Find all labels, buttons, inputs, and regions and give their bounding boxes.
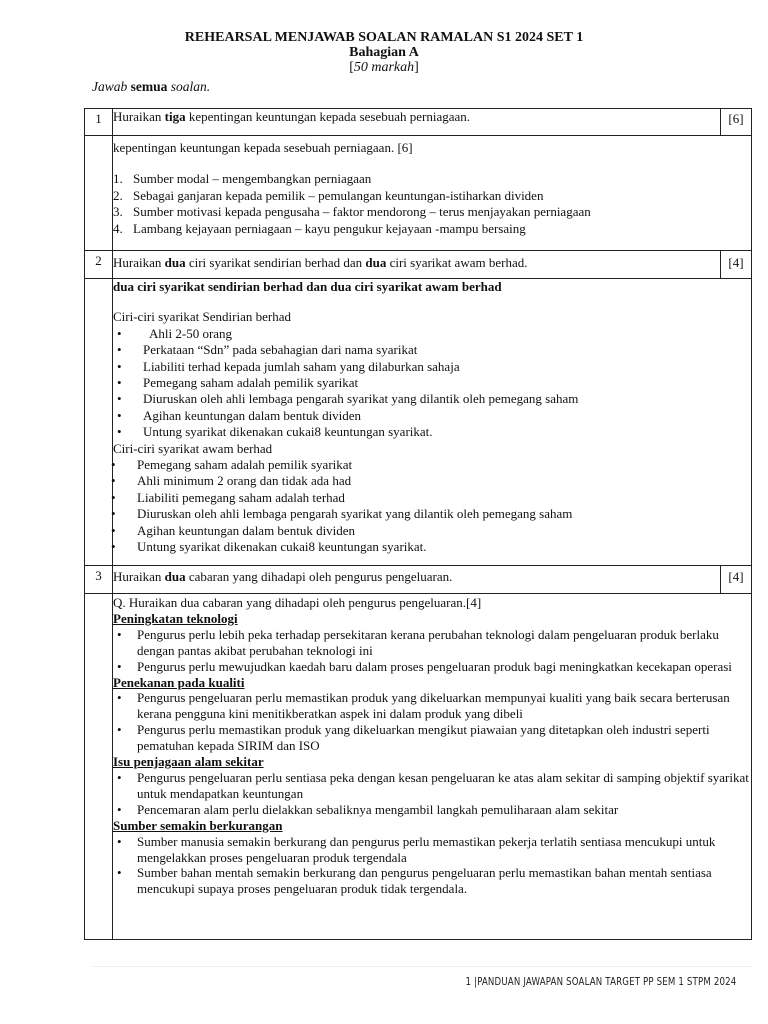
bullet-list [113,690,751,754]
list-item: • Liabiliti terhad kepada jumlah saham yang dilaburkan sahaja [113,359,751,375]
instruction-suffix: soalan. [167,79,211,94]
list-item: • Liabiliti pemegang saham adalah terhad [113,490,751,506]
question-marks: [4] [721,251,752,279]
document-header [0,30,768,75]
list-item: • Untung syarikat dikenakan cukai8 keuntungan syarikat. [113,424,751,440]
answer-heading: dua ciri syarikat sendirian berhad dan dua ciri syarikat awam berhad [113,279,502,294]
answer-intro: Q. Huraikan dua cabaran yang dihadapi oleh pengurus pengeluaran.[4] [113,595,482,610]
question-row-1 [85,109,752,136]
bullet-list [113,326,751,441]
question-marks: [4] [721,566,752,594]
answer-row-1 [85,136,752,251]
bullet-list [113,457,751,555]
bullet-list [113,834,751,898]
footer-divider [92,966,752,967]
list-item: 4. Lambang kejayaan perniagaan – kayu pengukur kejayaan -mampu bersaing [113,220,526,236]
question-number: 1 [85,109,113,136]
list-item: • Pemegang saham adalah pemilik syarikat [113,375,751,391]
list-item: 3. Sumber motivasi kepada pengusaha – faktor mendorong – terus menjayakan perniagaan [113,204,591,220]
list-item: • Pengurus perlu lebih peka terhadap persekitaran kerana perubahan teknologi dalam pengeluaran produk berlaku dengan pantas akibat perubahan teknologi ini [113,627,751,659]
instruction-bold: semua [130,79,168,94]
answer-block [113,594,752,940]
list-item: • Ahli minimum 2 orang dan tidak ada had [113,473,751,489]
section-marks-text: 50 markah [353,60,415,75]
list-item: • Untung syarikat dikenakan cukai8 keuntungan syarikat. [113,539,751,555]
answer-list [113,171,751,237]
section-title: Bahagian A [349,45,419,60]
list-item: • Ahli 2-50 orang [113,326,751,342]
instruction [92,79,210,95]
answer-row-2 [85,279,752,566]
question-number: 2 [85,251,113,279]
question-row-3 [85,566,752,594]
list-item: • Pengurus perlu mewujudkan kaedah baru dalam proses pengeluaran produk bagi meningkatkan kecekapan operasi [113,659,751,675]
answer-intro: kepentingan keuntungan kepada sesebuah perniagaan. [6] [113,140,413,155]
list-item: • Pencemaran alam perlu dielakkan sebaliknya mengambil langkah pemuliharaan alam sekitar [113,802,751,818]
list-item: • Pengurus pengeluaran perlu memastikan produk yang dikeluarkan mempunyai kualiti yang baik secara berterusan kerana pengguna kini menitikberatkan aspek ini dalam produk yang dibeli [113,690,751,722]
list-item: • Pemegang saham adalah pemilik syarikat [113,457,751,473]
list-item: • Diuruskan oleh ahli lembaga pengarah syarikat yang dilantik oleh pemegang saham [113,506,751,522]
section-heading: Peningkatan teknologi [113,610,238,626]
document-title: REHEARSAL MENJAWAB SOALAN RAMALAN S1 2024 SET 1 [184,30,584,45]
bullet-list [113,770,751,818]
list-item: • Perkataan “Sdn” pada sebahagian dari nama syarikat [113,342,751,358]
question-marks: [6] [721,109,752,136]
list-item: • Agihan keuntungan dalam bentuk dividen [113,523,751,539]
bullet-list [113,627,751,675]
list-item: • Sumber manusia semakin berkurang dan pengurus perlu memastikan pekerja terlatih sentiasa mencukupi untuk mengelakkan proses pengeluaran produk tergendala [113,834,751,866]
answer-block [113,279,752,566]
list-item: • Diuruskan oleh ahli lembaga pengarah syarikat yang dilantik oleh pemegang saham [113,391,751,407]
list-item: • Agihan keuntungan dalam bentuk dividen [113,408,751,424]
list-item: • Pengurus perlu memastikan produk yang dikeluarkan mengikut piawaian yang ditetapkan oleh industri seperti pematuhan kepada SIRIM dan ISO [113,722,751,754]
section-heading: Isu penjagaan alam sekitar [113,754,264,770]
list-item: • Pengurus pengeluaran perlu sentiasa peka dengan kesan pengeluaran ke atas alam sekitar di samping objektif syarikat untuk mendapatkan keuntungan [113,770,751,802]
question-text: Huraikan tiga kepentingan keuntungan kepada sesebuah perniagaan. [113,109,721,136]
section-heading: Sumber semakin berkurangan [113,817,283,833]
group-title: Ciri-ciri syarikat awam berhad [113,440,273,456]
question-table [84,108,752,940]
list-item: 1. Sumber modal – mengembangkan perniagaan [113,171,372,187]
group-title: Ciri-ciri syarikat Sendirian berhad [113,309,291,325]
page-footer: 1 |PANDUAN JAWAPAN SOALAN TARGET PP SEM 1 STPM 2024 [465,976,736,988]
question-text: Huraikan dua cabaran yang dihadapi oleh pengurus pengeluaran. [113,566,721,594]
list-item: 2. Sebagai ganjaran kepada pemilik – pemulangan keuntungan-istiharkan dividen [113,187,544,203]
list-item: • Sumber bahan mentah semakin berkurang dan pengurus pengeluaran perlu memastikan bahan mentah sentiasa mencukupi supaya proses pengeluaran produk tidak tergendala. [113,865,751,897]
section-marks: [50 markah] [349,60,419,75]
question-number: 3 [85,566,113,594]
answer-row-3 [85,594,752,940]
question-row-2 [85,251,752,279]
section-heading: Penekanan pada kualiti [113,674,245,690]
question-text: Huraikan dua ciri syarikat sendirian berhad dan dua ciri syarikat awam berhad. [113,251,721,279]
instruction-prefix: Jawab [92,79,131,94]
answer-block [113,136,752,251]
